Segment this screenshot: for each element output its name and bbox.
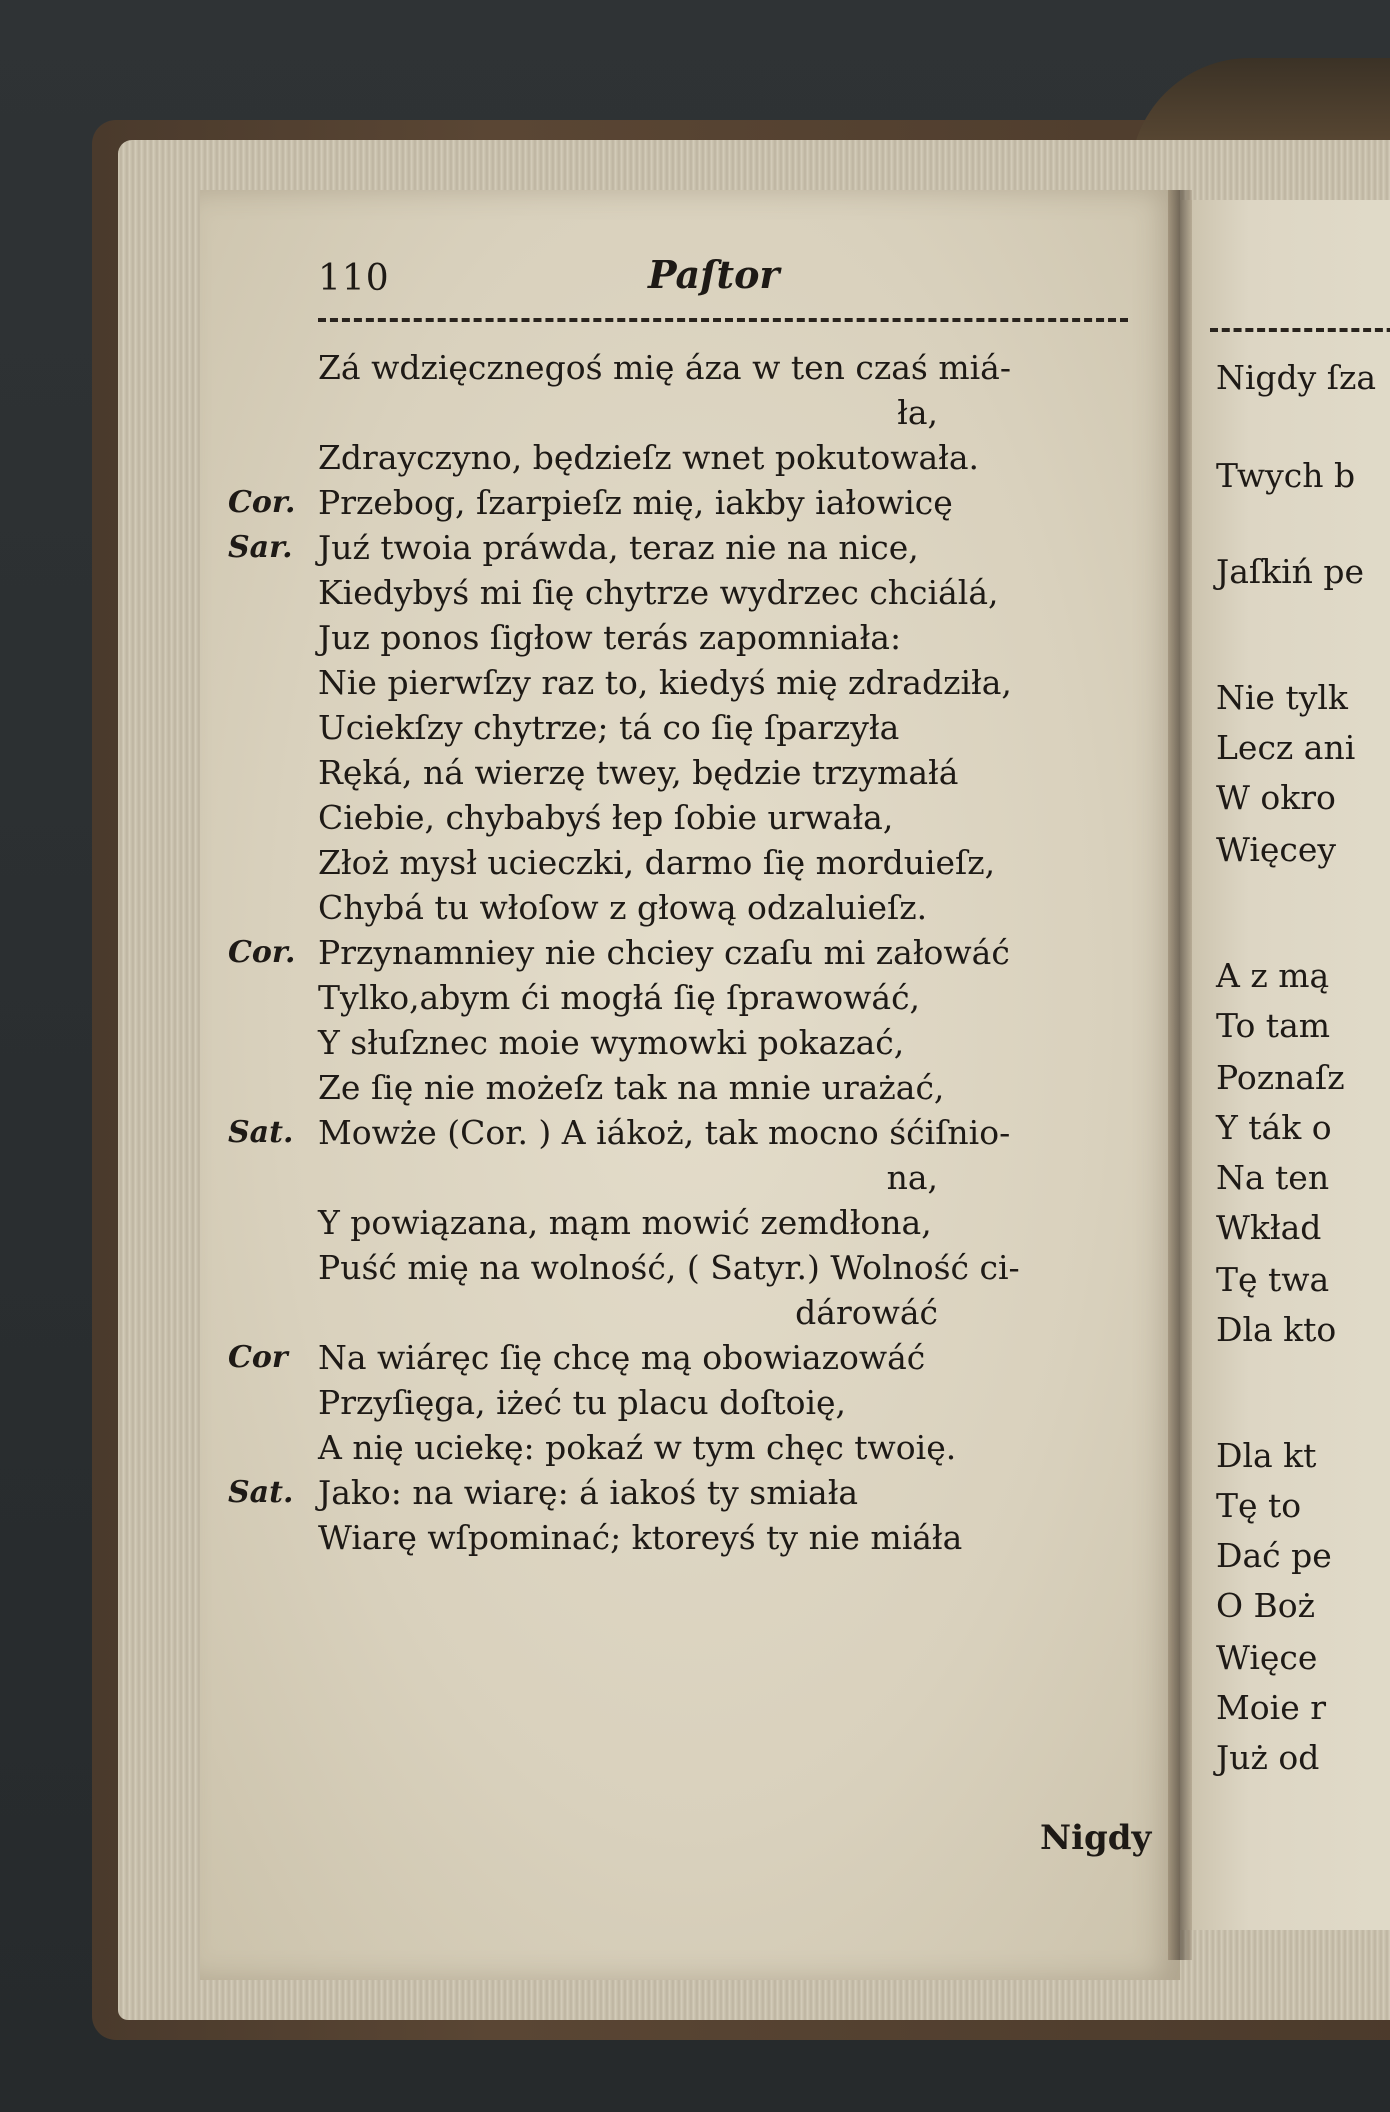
verse-line-text: Uciekſzy chytrze; tá co ſię ſparzyła — [318, 708, 900, 747]
right-page-line: W okro — [1216, 778, 1336, 817]
right-page-line: Dać pe — [1216, 1536, 1332, 1575]
right-page-line: Wkład — [1216, 1208, 1322, 1247]
verse-line — [228, 525, 1148, 570]
verse-line-text: Przyſięga, iżeć tu placu doſtoię, — [318, 1383, 847, 1422]
verse-line-text: Ze ſię nie możeſz tak na mnie urażać, — [318, 1068, 945, 1107]
right-page-line: Moie r — [1216, 1688, 1327, 1727]
verse-line-text: Y powiązana, mąm mowić zemdłona, — [318, 1203, 932, 1242]
verse-line-text: Zá wdzięcznegoś mię áza w ten czaś miá- — [318, 348, 1011, 387]
page-number: 110 — [318, 258, 390, 299]
verse-line — [318, 390, 1148, 435]
speaker-label: Cor. — [228, 935, 296, 970]
right-page-line: Tę to — [1216, 1486, 1302, 1525]
running-head: Paſtor — [648, 252, 780, 297]
right-page-line: Lecz ani — [1216, 728, 1356, 767]
right-page-line: Tę twa — [1216, 1260, 1330, 1299]
verse-line-text: Chybá tu włoſow z głową odzaluieſz. — [318, 888, 928, 927]
right-page-line: Już od — [1216, 1738, 1320, 1777]
right-page-line: Poznaſz — [1216, 1058, 1345, 1097]
right-page-line: A z mą — [1216, 956, 1330, 995]
verse-line — [318, 840, 1148, 885]
verse-line — [318, 750, 1148, 795]
right-page-line: Więce — [1216, 1638, 1318, 1677]
verse-line-text: Ciebie, chybabyś łep ſobie urwała, — [318, 798, 894, 837]
verse-line-text: A nię uciekę: pokaź w tym chęc twoię. — [318, 1428, 957, 1467]
right-page-line: Dla kto — [1216, 1310, 1337, 1349]
verse-line — [318, 345, 1148, 390]
verse-line — [318, 1020, 1148, 1065]
verse-line-text: dárowáć — [795, 1293, 938, 1332]
verse-line — [318, 1200, 1148, 1245]
verse-line-text: Zdrayczyno, będzieſz wnet pokutowała. — [318, 438, 980, 477]
verse-line-text: Kiedybyś mi ſię chytrze wydrzec chciálá, — [318, 573, 999, 612]
verse-line-text: Na wiáręc ſię chcę mą obowiazowáć — [318, 1338, 926, 1377]
right-page-line: Nigdy ſza — [1216, 358, 1377, 397]
verse-line — [318, 705, 1148, 750]
right-page-line: Twych b — [1216, 456, 1356, 495]
verse-line-text: Mowże (Cor. ) A iákoż, tak mocno śćiſnio- — [318, 1113, 1011, 1152]
verse-line-text: Ręká, ná wierzę twey, będzie trzymałá — [318, 753, 959, 792]
verse-line — [318, 1245, 1148, 1290]
verse-line-text: Przynamniey nie chciey czaſu mi załowáć — [318, 933, 1010, 972]
verse-line-text: Wiarę wſpominać; ktoreyś ty nie miáła — [318, 1518, 963, 1557]
right-page-line: Y ták o — [1216, 1108, 1332, 1147]
verse-line-text: Puść mię na wolność, ( Satyr.) Wolność ci- — [318, 1248, 1020, 1287]
catchword: Nigdy — [1040, 1818, 1152, 1858]
verse-line-text: ła, — [897, 393, 938, 432]
right-page-line: Nie tylk — [1216, 678, 1348, 717]
speaker-label: Sar. — [228, 530, 293, 565]
verse-text — [228, 345, 1148, 1560]
verse-line-text: Nie pierwſzy raz to, kiedyś mię zdradziła, — [318, 663, 1012, 702]
right-page-line: O Boż — [1216, 1586, 1316, 1625]
book-gutter — [1168, 190, 1192, 1960]
verse-line — [318, 795, 1148, 840]
verse-line — [318, 570, 1148, 615]
right-page-line: Więcey — [1216, 830, 1337, 869]
right-page-line: Jaſkiń pe — [1216, 552, 1365, 591]
right-page-line: Na ten — [1216, 1158, 1330, 1197]
verse-line — [318, 1380, 1148, 1425]
verse-line-text: Złoż mysł ucieczki, darmo ſię morduieſz, — [318, 843, 996, 882]
verse-line — [318, 1065, 1148, 1110]
verse-line — [318, 435, 1148, 480]
right-page-rule — [1210, 328, 1390, 332]
verse-line-text: Juź twoia práwda, teraz nie na nice, — [318, 528, 919, 567]
verse-line — [318, 660, 1148, 705]
verse-line-text: Przebog, ſzarpieſz mię, iakby iałowicę — [318, 483, 953, 522]
speaker-label: Cor — [228, 1340, 288, 1375]
right-page-line: To tam — [1216, 1006, 1331, 1045]
verse-line — [318, 1425, 1148, 1470]
verse-line — [318, 1290, 1148, 1335]
verse-line — [318, 615, 1148, 660]
verse-line-text: Juz ponos ſigłow terás zapomniała: — [318, 618, 902, 657]
verse-line — [228, 1335, 1148, 1380]
verse-line — [228, 930, 1148, 975]
speaker-label: Sat. — [228, 1475, 294, 1510]
verse-line-text: Jako: na wiarę: á iakoś ty smiała — [318, 1473, 859, 1512]
verse-line-text: Tylko,abym ći mogłá ſię ſprawowáć, — [318, 978, 921, 1017]
header-rule — [318, 318, 1128, 322]
verse-line-text: Y słuſznec moie wymowki pokazać, — [318, 1023, 905, 1062]
speaker-label: Cor. — [228, 485, 296, 520]
verse-line — [318, 1155, 1148, 1200]
verse-line — [318, 1515, 1148, 1560]
right-page-line: Dla kt — [1216, 1436, 1317, 1475]
verse-line — [318, 975, 1148, 1020]
verse-line — [228, 480, 1148, 525]
speaker-label: Sat. — [228, 1115, 294, 1150]
verse-line — [318, 885, 1148, 930]
right-page — [1180, 200, 1390, 1930]
verse-line-text: na, — [886, 1158, 938, 1197]
verse-line — [228, 1110, 1148, 1155]
verse-line — [228, 1470, 1148, 1515]
